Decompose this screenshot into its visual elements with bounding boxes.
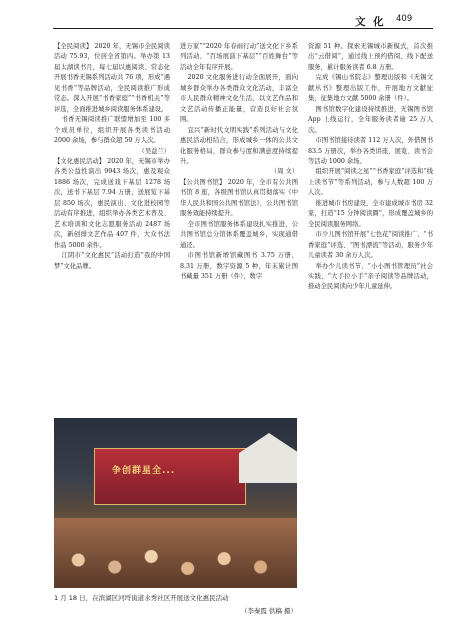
page-number: 409 <box>396 14 413 24</box>
paragraph: 江阴市“文化惠民”活动打造“我的中国梦”文化品牌。 <box>54 252 170 270</box>
text-column-1 <box>54 42 170 410</box>
tent-shape <box>239 433 297 483</box>
paragraph: 市图书馆接待读者 112 万人次，外借图书 83.5 万册次，举办各类讲座、展览、读书会等活动 1000 余场。 <box>308 137 433 165</box>
paragraph: 市图书馆新增馆藏图书 3.75 万册，8.31 万册，数字资源 5 种，年末累计图书藏量 351 万册（件），数字 <box>180 252 298 280</box>
paragraph: 【公共图书馆】 2020 年，全市有公共图书馆 8 座，各级图书馆认真贯彻落实《中华人民共和国公共图书馆法》，公共图书馆服务效能持续提升。 <box>180 178 298 218</box>
paragraph: 图书馆数字化建设持续推进，无锡图书馆 App 上线运行，全年服务读者逾 25 万人次。 <box>308 105 433 134</box>
paragraph: 市少儿图书馆开展“七色花”阅读推广、“书香家庭”评选、“图书漂流”等活动，服务少年儿童读者 30 余万人次。 <box>308 231 433 260</box>
paragraph: 书香无锡阅读推广联盟增加至 100 多个成员单位，组织开展各类读书活动 2000 余场，参与群众超 50 万人次。 <box>54 116 170 145</box>
paragraph: 全市图书馆服务体系建设扎实推进，公共图书馆总分馆体系覆盖城乡，实现通借通还。 <box>180 220 298 249</box>
author-credit: （吴益兰） <box>138 147 170 155</box>
text-column-3 <box>308 42 433 612</box>
paragraph: 举办少儿读书节、“小小图书管理员”社会实践、“大手拉小手”亲子阅读等品牌活动，推动全民阅读向少年儿童延伸。 <box>308 262 433 291</box>
event-photo <box>54 418 297 588</box>
photo-caption: 1 月 18 日，在滨湖区河埒街道水秀社区开展送文化惠民活动 <box>54 594 229 602</box>
paragraph: 推进城市书房建设，全市建成城市书房 32 家，打造“15 分钟阅读圈”，形成覆盖城乡的全民阅读服务网络。 <box>308 199 433 228</box>
section-title: 文 化 <box>355 16 386 28</box>
stage-banner-text: 争创群星全... <box>112 466 176 476</box>
paragraph: 组织开展“阅读之星”“书香家庭”评选和“线上读书节”等系列活动，参与人数超 100 万人次。 <box>308 168 433 197</box>
paragraph: 进万家”“2020 年春雨行动”送文化下乡系列活动、“百场展演下基层”“百姓舞台”等活动全年有序开展。 <box>180 43 298 71</box>
paragraph: 【文化惠民活动】 2020 年，无锡市举办各类公益性演出 9943 场次，惠及观众 1886 场次，完成送戏下基层 1278 场次，送书下基层 7.94 万册，送展览下基层 850 场次，惠民演出、文化进校园等活动有序推进，组织举办各类艺术普及、艺术培训和文化志愿服务活动 2487 场次，新创排文艺作品 407 件，大众书法作品 5000 余件。 <box>54 157 170 249</box>
paragraph: 【全民阅读】 2020 年，无锡市全民阅读活动 75.93，位居全省第四。举办第 13 届太湖读书月，每七届以惠阅读、常态化开展书香无锡系列活动共 76 项，形成“遇见书香”等品牌活动，全民阅读推广形成常态。深入开展“书香家庭”“书香机关”等评选，全面推进城乡阅读服务体系建设。 <box>54 43 170 113</box>
header-rule <box>53 28 433 29</box>
author-credit: （周 文） <box>270 168 298 176</box>
text-column-2 <box>180 42 298 402</box>
photo-credit: （李秦霞 供稿 摄） <box>240 607 297 615</box>
page-header <box>0 0 468 30</box>
paragraph: 宜兴“新时代文明实践”系列活动与文化惠民活动相结合，形成城乡一体的公共文化服务格局，群众参与度和满意度持续提升。 <box>180 126 298 165</box>
paragraph: 2020 文化服务进行动全面展开，面向城乡群众举办各类群众文化活动，丰富全市人民群众精神文化生活，以文艺作品和文艺活动传播正能量，营造良好社会氛围。 <box>180 74 298 124</box>
paragraph: 完成《锡山书院志》整理出版和《无锡文献丛书》整理出版工作，开展地方文献征集，征集地方文献 5000 余册（件）。 <box>308 74 433 103</box>
audience-crowd <box>54 518 297 588</box>
stage-backdrop <box>94 448 246 505</box>
paragraph: 资源 51 种。探索无锡城市新模式，首次推出“云借阅”，通过线上预约借阅、线下配送服务，累计服务读者 6.8 万册。 <box>308 43 433 71</box>
